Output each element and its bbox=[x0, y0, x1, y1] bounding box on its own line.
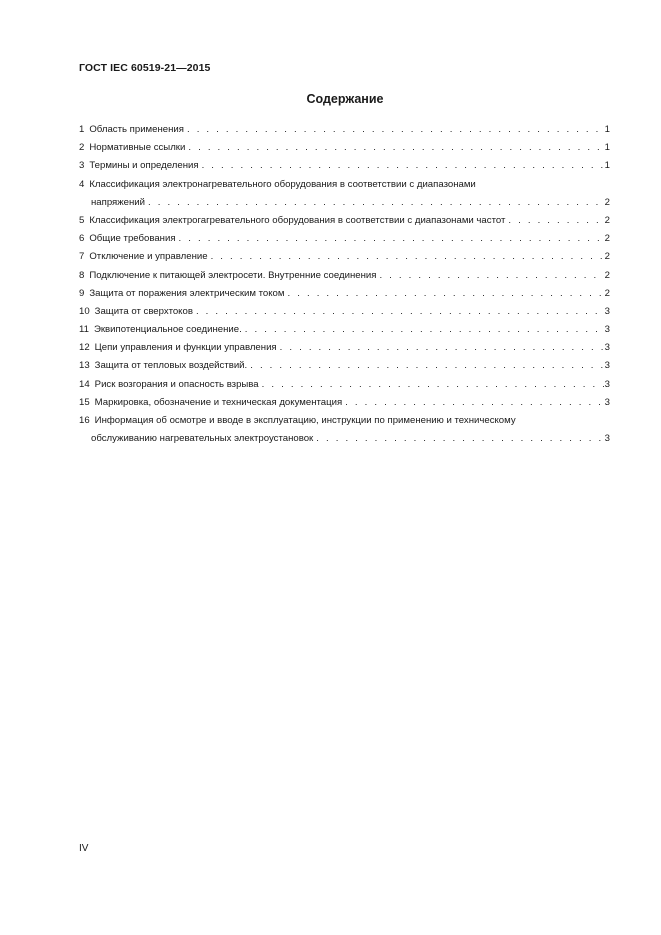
toc-entry-page: 2 bbox=[604, 233, 610, 245]
toc-entry-title: Подключение к питающей электросети. Внутренние соединения bbox=[89, 269, 377, 281]
toc-entry-line bbox=[79, 339, 610, 357]
toc-entry[interactable] bbox=[79, 339, 610, 357]
toc-entry-page: 1 bbox=[604, 124, 610, 135]
toc-entry-title: Отключение и управление bbox=[89, 251, 208, 263]
toc-entry-line bbox=[79, 194, 610, 212]
toc-dot-leader bbox=[179, 230, 604, 248]
toc-entry-number: 8 bbox=[79, 269, 85, 281]
toc-entry-title: Классификация электронагревательного оборудования в соответствии с диапазонами bbox=[89, 178, 476, 190]
toc-entry-page: 2 bbox=[604, 251, 610, 263]
toc-entry[interactable] bbox=[79, 394, 610, 412]
toc-entry-line bbox=[79, 157, 610, 175]
toc-entry[interactable] bbox=[79, 230, 610, 248]
toc-entry-title: Риск возгорания и опасность взрыва bbox=[94, 378, 259, 390]
table-of-contents bbox=[79, 121, 610, 448]
toc-entry-line bbox=[79, 285, 610, 303]
toc-entry[interactable] bbox=[79, 248, 610, 266]
toc-entry-line bbox=[79, 303, 610, 321]
toc-entry-number: 12 bbox=[79, 342, 90, 354]
toc-dot-leader bbox=[508, 212, 603, 230]
toc-entry-line bbox=[79, 430, 610, 448]
toc-entry-title: Информация об осмотре и вводе в эксплуатацию, инструкции по применению и техническому bbox=[94, 415, 516, 426]
toc-entry-line bbox=[79, 267, 610, 285]
toc-entry-page: 3 bbox=[604, 360, 610, 372]
toc-entry-page: 3 bbox=[604, 324, 610, 336]
toc-entry-page: 3 bbox=[604, 433, 610, 445]
toc-entry-page: 2 bbox=[604, 196, 610, 208]
toc-entry[interactable] bbox=[79, 321, 610, 339]
toc-entry-page: 2 bbox=[604, 269, 610, 281]
toc-entry[interactable] bbox=[79, 139, 610, 157]
toc-entry-line bbox=[79, 321, 610, 339]
toc-entry-title: напряжений bbox=[91, 196, 146, 208]
document-header: ГОСТ IEC 60519-21—2015 bbox=[79, 62, 211, 74]
toc-entry-line bbox=[79, 376, 610, 394]
toc-entry-number: 5 bbox=[79, 214, 85, 226]
toc-dot-leader bbox=[188, 139, 603, 157]
toc-entry-line bbox=[79, 212, 610, 230]
toc-entry-line bbox=[79, 412, 610, 430]
toc-entry-page: 3 bbox=[604, 396, 610, 408]
toc-entry-title: Классификация электрогагревательного оборудования в соответствии с диапазонами частот bbox=[89, 214, 506, 226]
toc-entry-title: Термины и определения bbox=[89, 160, 199, 172]
toc-dot-leader bbox=[187, 121, 604, 139]
toc-entry-page: 3 bbox=[604, 378, 610, 390]
toc-entry-page: 3 bbox=[604, 342, 610, 354]
toc-entry-page: 2 bbox=[604, 287, 610, 299]
toc-entry-title: Защита от сверхтоков bbox=[94, 305, 193, 317]
toc-entry[interactable] bbox=[79, 376, 610, 394]
toc-entry-number: 16 bbox=[79, 415, 90, 426]
toc-dot-leader bbox=[379, 267, 603, 285]
toc-entry[interactable] bbox=[79, 267, 610, 285]
toc-entry-number: 11 bbox=[79, 324, 89, 336]
toc-entry-number: 15 bbox=[79, 396, 90, 408]
toc-entry-title: Цепи управления и функции управления bbox=[94, 342, 277, 354]
toc-dot-leader bbox=[280, 339, 604, 357]
toc-entry-number: 9 bbox=[79, 287, 85, 299]
toc-entry-title: Эквипотенциальное соединение. bbox=[93, 324, 242, 336]
toc-entry-title: Общие требования bbox=[89, 233, 176, 245]
toc-entry-page: 3 bbox=[604, 305, 610, 317]
toc-entry-title: Защита от тепловых воздействий. bbox=[94, 360, 248, 372]
toc-entry-number: 14 bbox=[79, 378, 90, 390]
toc-entry-line bbox=[79, 248, 610, 266]
toc-entry-number: 7 bbox=[79, 251, 85, 263]
toc-dot-leader bbox=[288, 285, 604, 303]
toc-entry-line bbox=[79, 176, 610, 194]
toc-entry-number: 6 bbox=[79, 233, 85, 245]
toc-dot-leader bbox=[202, 157, 604, 175]
toc-entry[interactable] bbox=[79, 285, 610, 303]
toc-dot-leader bbox=[211, 248, 604, 266]
toc-dot-leader bbox=[262, 376, 604, 394]
toc-dot-leader bbox=[250, 357, 603, 375]
toc-entry-title: обслуживанию нагревательных электроустановок bbox=[91, 433, 314, 445]
toc-entry-title: Маркировка, обозначение и техническая документация bbox=[94, 396, 343, 408]
toc-entry-number: 2 bbox=[79, 142, 85, 154]
toc-entry-title: Нормативные ссылки bbox=[89, 142, 186, 154]
toc-entry-page: 1 bbox=[604, 142, 610, 154]
toc-entry-line bbox=[79, 230, 610, 248]
toc-entry-title: Область применения bbox=[89, 124, 184, 135]
toc-entry-line bbox=[79, 139, 610, 157]
toc-entry[interactable] bbox=[79, 303, 610, 321]
toc-entry[interactable] bbox=[79, 412, 610, 448]
toc-dot-leader bbox=[316, 430, 603, 448]
toc-dot-leader bbox=[148, 194, 604, 212]
toc-entry[interactable] bbox=[79, 176, 610, 212]
toc-entry-number: 1 bbox=[79, 124, 85, 135]
toc-entry-number: 10 bbox=[79, 305, 90, 317]
toc-entry[interactable] bbox=[79, 212, 610, 230]
toc-entry-page: 1 bbox=[604, 160, 610, 172]
toc-dot-leader bbox=[345, 394, 603, 412]
toc-entry-line bbox=[79, 121, 610, 139]
page-number: IV bbox=[79, 843, 89, 854]
toc-dot-leader bbox=[196, 303, 604, 321]
page-title: Содержание bbox=[306, 92, 384, 106]
toc-entry[interactable] bbox=[79, 157, 610, 175]
toc-entry-title: Защита от поражения электрическим током bbox=[89, 287, 285, 299]
toc-entry[interactable] bbox=[79, 121, 610, 139]
toc-entry-page: 2 bbox=[604, 214, 610, 226]
toc-dot-leader bbox=[245, 321, 604, 339]
toc-entry-line bbox=[79, 394, 610, 412]
toc-entry-line bbox=[79, 357, 610, 375]
toc-entry-number: 3 bbox=[79, 160, 85, 172]
toc-entry[interactable] bbox=[79, 357, 610, 375]
toc-entry-number: 13 bbox=[79, 360, 90, 372]
toc-entry-number: 4 bbox=[79, 178, 85, 190]
